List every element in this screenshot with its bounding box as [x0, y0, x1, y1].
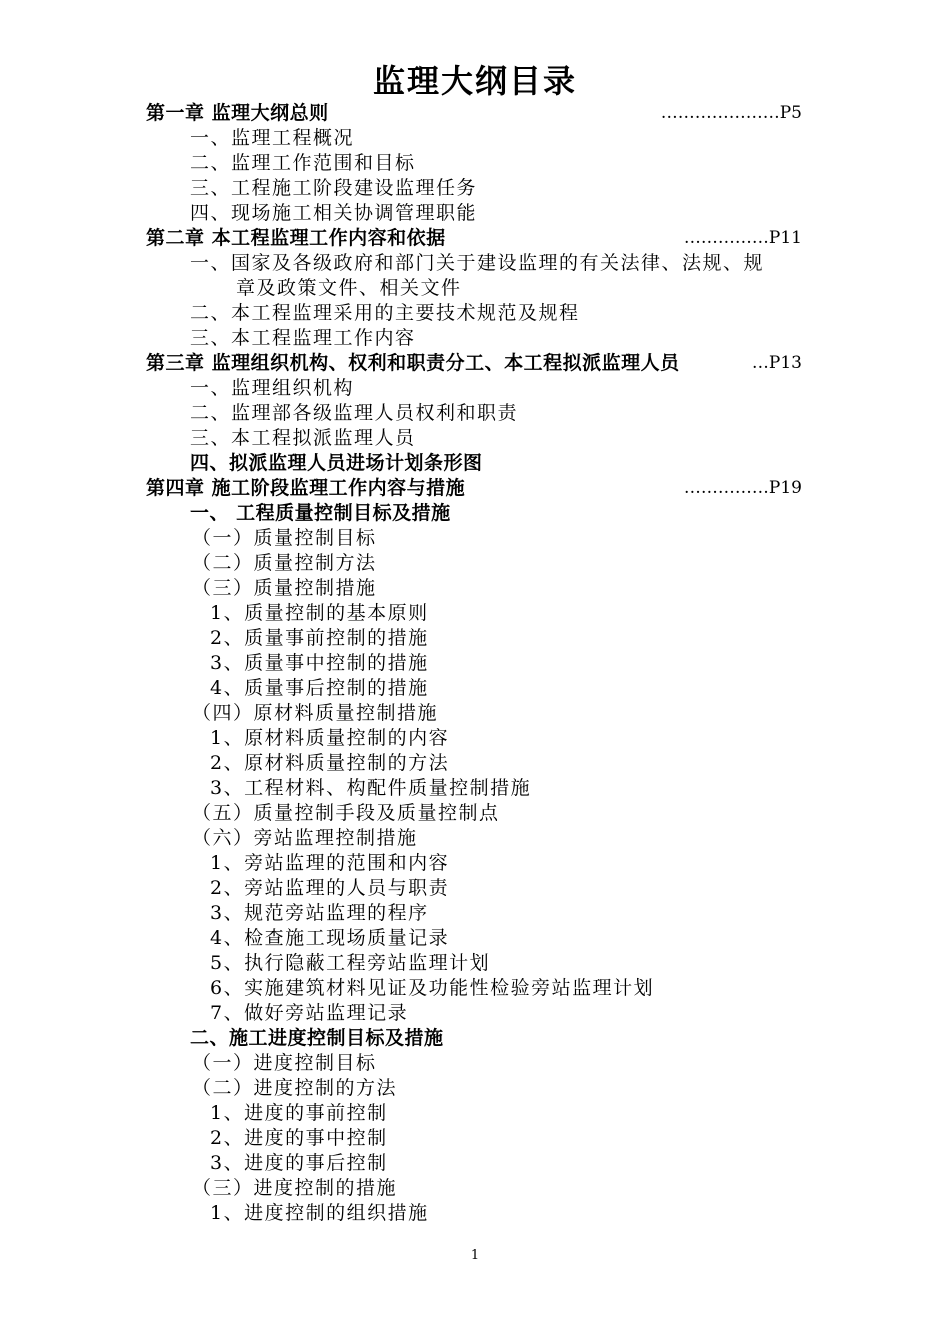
toc-entry-text: （二）质量控制方法 — [192, 552, 377, 574]
toc-entry-text: 二、监理部各级监理人员权利和职责 — [190, 402, 519, 424]
toc-entry — [0, 251, 950, 301]
toc-entry-text: 一、监理工程概况 — [190, 127, 355, 149]
page-reference: ……………P11 — [683, 228, 802, 248]
toc-entry-text: 2、原材料质量控制的方法 — [210, 752, 450, 774]
toc-entry — [0, 1201, 950, 1226]
toc-entry — [0, 1001, 950, 1026]
toc-entry-text: 1、旁站监理的范围和内容 — [210, 852, 450, 874]
toc-entry-text: 7、做好旁站监理记录 — [210, 1002, 409, 1024]
toc-entry — [0, 876, 950, 901]
toc-entry — [0, 951, 950, 976]
page-reference: …………………P5 — [660, 103, 802, 123]
toc-entry — [0, 201, 950, 226]
toc-entry — [0, 1026, 950, 1051]
table-of-contents — [0, 101, 950, 1226]
toc-entry — [0, 301, 950, 326]
toc-entry — [0, 376, 950, 401]
toc-entry-text: 4、检查施工现场质量记录 — [210, 927, 450, 949]
toc-entry — [0, 576, 950, 601]
toc-entry-text: （四）原材料质量控制措施 — [192, 702, 439, 724]
chapter-heading — [0, 476, 950, 501]
toc-entry-text: 第四章 施工阶段监理工作内容与措施 — [146, 477, 466, 499]
toc-entry-text: 一、国家及各级政府和部门关于建设监理的有关法律、法规、规 — [190, 252, 765, 274]
chapter-heading — [0, 351, 950, 376]
toc-entry-text: （三）进度控制的措施 — [192, 1177, 398, 1199]
toc-entry-text: 一、监理组织机构 — [190, 377, 355, 399]
toc-entry — [0, 426, 950, 451]
toc-entry — [0, 651, 950, 676]
toc-entry-text: 三、工程施工阶段建设监理任务 — [190, 177, 478, 199]
chapter-heading — [0, 226, 950, 251]
toc-entry-text: 1、进度的事前控制 — [210, 1102, 388, 1124]
toc-entry — [0, 701, 950, 726]
chapter-heading — [0, 101, 950, 126]
toc-entry-text: 三、本工程监理工作内容 — [190, 327, 416, 349]
toc-entry-text: （二）进度控制的方法 — [192, 1077, 398, 1099]
page-number: 1 — [470, 1248, 480, 1263]
toc-entry-text: 四、拟派监理人员进场计划条形图 — [190, 452, 483, 474]
toc-entry — [0, 326, 950, 351]
toc-entry-text: 3、进度的事后控制 — [210, 1152, 388, 1174]
toc-entry — [0, 901, 950, 926]
toc-entry — [0, 151, 950, 176]
toc-entry-text: 二、本工程监理采用的主要技术规范及规程 — [190, 302, 580, 324]
toc-entry — [0, 976, 950, 1001]
toc-entry — [0, 751, 950, 776]
toc-entry-text: 三、本工程拟派监理人员 — [190, 427, 416, 449]
toc-entry-text: 一、 工程质量控制目标及措施 — [190, 502, 451, 524]
toc-entry — [0, 801, 950, 826]
toc-entry-text: 3、工程材料、构配件质量控制措施 — [210, 777, 532, 799]
toc-entry-text: 3、质量事中控制的措施 — [210, 652, 429, 674]
toc-entry-text: 1、进度控制的组织措施 — [210, 1202, 429, 1224]
toc-entry — [0, 626, 950, 651]
toc-entry — [0, 1176, 950, 1201]
toc-entry — [0, 1076, 950, 1101]
toc-entry-text: 1、原材料质量控制的内容 — [210, 727, 450, 749]
toc-entry — [0, 1126, 950, 1151]
toc-entry — [0, 926, 950, 951]
toc-entry — [0, 526, 950, 551]
toc-entry-text: 3、规范旁站监理的程序 — [210, 902, 429, 924]
toc-entry-text: （五）质量控制手段及质量控制点 — [192, 802, 500, 824]
page-reference: ……………P19 — [683, 478, 802, 498]
toc-entry-continuation: 章及政策文件、相关文件 — [236, 277, 462, 299]
toc-entry-text: 1、质量控制的基本原则 — [210, 602, 429, 624]
toc-entry — [0, 126, 950, 151]
toc-entry — [0, 551, 950, 576]
page-reference: …P13 — [751, 353, 802, 373]
toc-entry — [0, 1151, 950, 1176]
toc-entry-text: 2、进度的事中控制 — [210, 1127, 388, 1149]
toc-entry — [0, 401, 950, 426]
toc-entry-text: 二、监理工作范围和目标 — [190, 152, 416, 174]
toc-entry — [0, 776, 950, 801]
toc-entry-text: 5、执行隐蔽工程旁站监理计划 — [210, 952, 491, 974]
toc-entry-text: 第一章 监理大纲总则 — [146, 102, 329, 124]
toc-entry-text: （一）进度控制目标 — [192, 1052, 377, 1074]
toc-entry — [0, 176, 950, 201]
toc-entry-text: 二、施工进度控制目标及措施 — [190, 1027, 444, 1049]
toc-entry-text: 第三章 监理组织机构、权利和职责分工、本工程拟派监理人员 — [146, 352, 680, 374]
toc-entry-text: 2、旁站监理的人员与职责 — [210, 877, 450, 899]
toc-entry-text: 第二章 本工程监理工作内容和依据 — [146, 227, 446, 249]
toc-entry-text: 四、现场施工相关协调管理职能 — [190, 202, 478, 224]
toc-entry-text: （六）旁站监理控制措施 — [192, 827, 418, 849]
toc-entry — [0, 1101, 950, 1126]
toc-entry-text: 2、质量事前控制的措施 — [210, 627, 429, 649]
toc-entry — [0, 726, 950, 751]
toc-entry — [0, 676, 950, 701]
toc-entry — [0, 601, 950, 626]
toc-entry-text: 6、实施建筑材料见证及功能性检验旁站监理计划 — [210, 977, 655, 999]
toc-entry — [0, 826, 950, 851]
toc-entry — [0, 451, 950, 476]
toc-entry-text: （一）质量控制目标 — [192, 527, 377, 549]
toc-entry-text: 4、质量事后控制的措施 — [210, 677, 429, 699]
toc-entry — [0, 851, 950, 876]
document-title: 监理大纲目录 — [372, 62, 577, 100]
toc-entry — [0, 501, 950, 526]
toc-entry-text: （三）质量控制措施 — [192, 577, 377, 599]
toc-entry — [0, 1051, 950, 1076]
